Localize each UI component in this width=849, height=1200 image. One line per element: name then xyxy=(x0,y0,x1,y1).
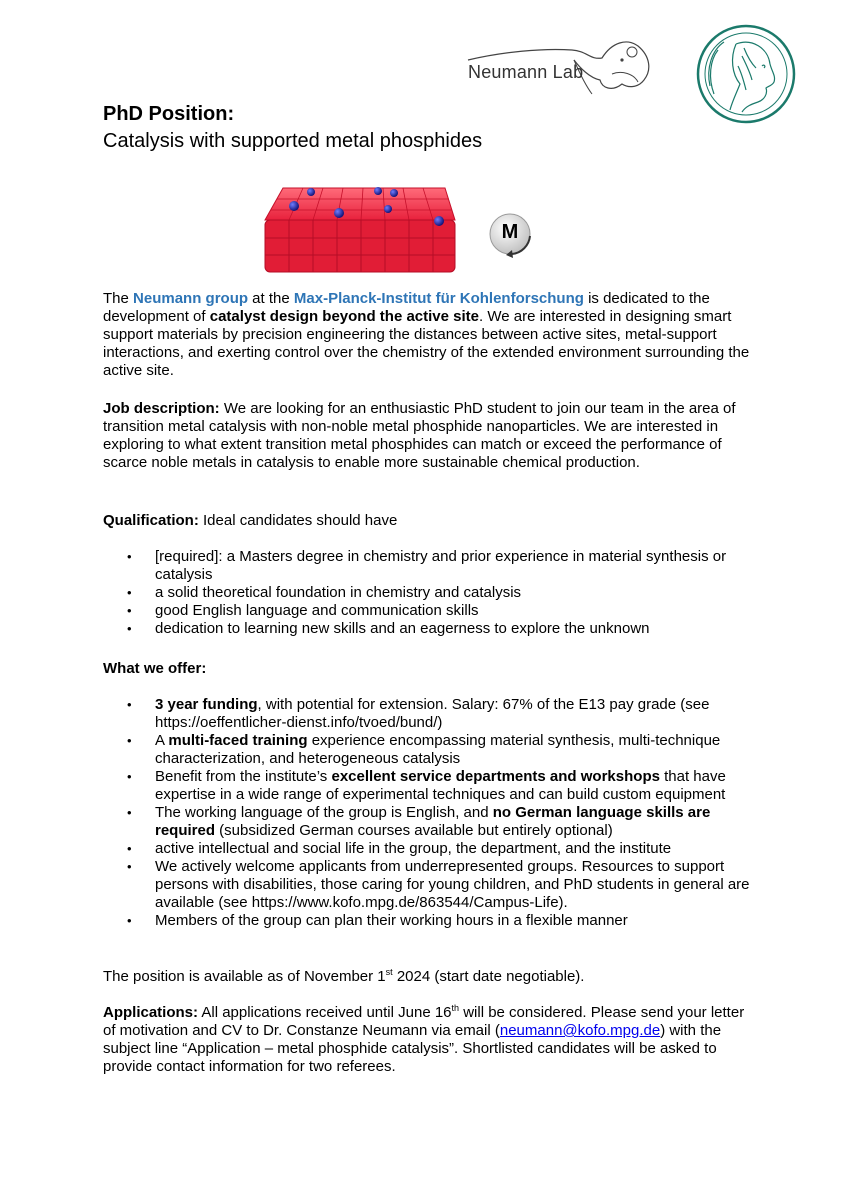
support-cubes-illustration xyxy=(255,180,465,280)
metal-particle xyxy=(374,187,382,195)
offer-text: A xyxy=(155,732,169,749)
applications-text: ) with the subject line “Application – metal phosphide catalysis”. Shortlisted candidates will be asked to provide contact information for two referees. xyxy=(103,1022,722,1075)
catalyst-support-figure xyxy=(255,180,465,280)
offer-emphasis: multi-faced training xyxy=(168,732,308,749)
intro-text: . We are interested in designing smart support materials by precision engineering the distances between active sites, metal-support interactions, and exerting control over the chemistry of the extended environment surrounding the active site. xyxy=(103,308,750,379)
metal-particle xyxy=(307,188,315,196)
email-link[interactable]: neumann@kofo.mpg.de xyxy=(499,1022,661,1039)
qualification-label: Qualification: xyxy=(103,512,199,529)
applications-paragraph xyxy=(103,1004,753,1076)
max-planck-emblem xyxy=(696,24,796,124)
ordinal-suffix: st xyxy=(385,967,393,977)
offer-text: experience encompassing material synthesis, multi-technique characterization, and heterogeneous catalysis xyxy=(155,732,721,767)
list-item xyxy=(103,732,753,768)
job-description xyxy=(103,400,753,472)
page-subtitle: Catalysis with supported metal phosphides xyxy=(103,130,483,152)
qualification-text: Ideal candidates should have xyxy=(198,512,398,529)
intro-emphasis: catalyst design beyond the active site xyxy=(209,308,480,325)
emblem-label xyxy=(796,24,797,25)
intro-text: is dedicated to the development of xyxy=(103,290,710,325)
intro-text: at the xyxy=(248,290,294,307)
page-title: PhD Position: xyxy=(103,103,235,125)
lab-logo-text: Neumann Lab xyxy=(468,62,584,82)
offer-text: (subsidized German courses available but entirely optional) xyxy=(215,822,613,839)
applications-text: will be considered. Please send your letter of motivation and CV to Dr. Constanze Neumann via email ( xyxy=(103,1004,745,1039)
qualification-intro xyxy=(103,512,753,530)
list-item xyxy=(103,696,753,732)
availability-text: The position is available as of November 1 xyxy=(103,968,386,985)
metal-symbol-figure xyxy=(486,210,536,260)
institute-name: Max-Planck-Institut für Kohlenforschung xyxy=(293,290,584,307)
minerva-emblem-icon xyxy=(696,24,796,124)
metal-particle xyxy=(289,201,299,211)
list-item: • [required]: a Masters degree in chemistry and prior experience in material synthesis or catalysis xyxy=(103,548,753,584)
availability-note xyxy=(103,968,753,986)
metal-particle xyxy=(434,216,444,226)
list-item: • good English language and communication skills xyxy=(103,602,753,620)
offer-emphasis: 3 year funding xyxy=(155,696,258,713)
group-name: Neumann group xyxy=(133,290,249,307)
ordinal-suffix: th xyxy=(451,1003,460,1013)
list-item xyxy=(103,768,753,804)
offer-list xyxy=(103,696,753,930)
job-text: We are looking for an enthusiastic PhD student to join our team in the area of transition metal catalysis with non-noble metal phosphide nanoparticles. We are interested in exploring to what extent transition metal phosphides can match or exceed the performance of scarce noble metals in catalysis to enable more sustainable chemical production. xyxy=(103,400,736,471)
metal-particle xyxy=(334,208,344,218)
offer-emphasis: excellent service departments and workshops xyxy=(331,768,660,785)
job-label: Job description: xyxy=(103,400,220,417)
list-item: • We actively welcome applicants from underrepresented groups. Resources to support persons with disabilities, those caring for young children, and PhD students in general are available (see https://www.kofo.mpg.de/863544/Campus-Life). xyxy=(103,858,753,912)
offer-text: The working language of the group is English, and xyxy=(155,804,493,821)
qualification-list xyxy=(103,548,753,638)
offer-text: , with potential for extension. Salary: 67% of the E13 pay grade (see https://oeffentlicher-dienst.info/tvoed/bund/) xyxy=(155,696,710,731)
list-item: • Members of the group can plan their working hours in a flexible manner xyxy=(103,912,753,930)
offer-text: that have expertise in a wide range of experimental techniques and can build custom equipment xyxy=(155,768,726,803)
offer-label: What we offer: xyxy=(103,660,207,677)
offer-heading xyxy=(103,660,206,678)
metal-symbol: M xyxy=(501,221,519,243)
metal-particle xyxy=(390,189,398,197)
applications-label: Applications: xyxy=(103,1004,199,1021)
intro-text: The xyxy=(103,290,134,307)
intro-paragraph xyxy=(103,290,753,380)
list-item: • a solid theoretical foundation in chemistry and catalysis xyxy=(103,584,753,602)
offer-emphasis: no German language skills are required xyxy=(155,804,711,839)
applications-text: All applications received until June 16 xyxy=(198,1004,452,1021)
neumann-lab-logo xyxy=(462,30,670,98)
list-item: • active intellectual and social life in the group, the department, and the institute xyxy=(103,840,753,858)
list-item xyxy=(103,804,753,840)
metal-particle xyxy=(384,205,392,213)
offer-text: Benefit from the institute’s xyxy=(155,768,332,785)
list-item: • dedication to learning new skills and an eagerness to explore the unknown xyxy=(103,620,753,638)
availability-text: 2024 (start date negotiable). xyxy=(392,968,585,985)
